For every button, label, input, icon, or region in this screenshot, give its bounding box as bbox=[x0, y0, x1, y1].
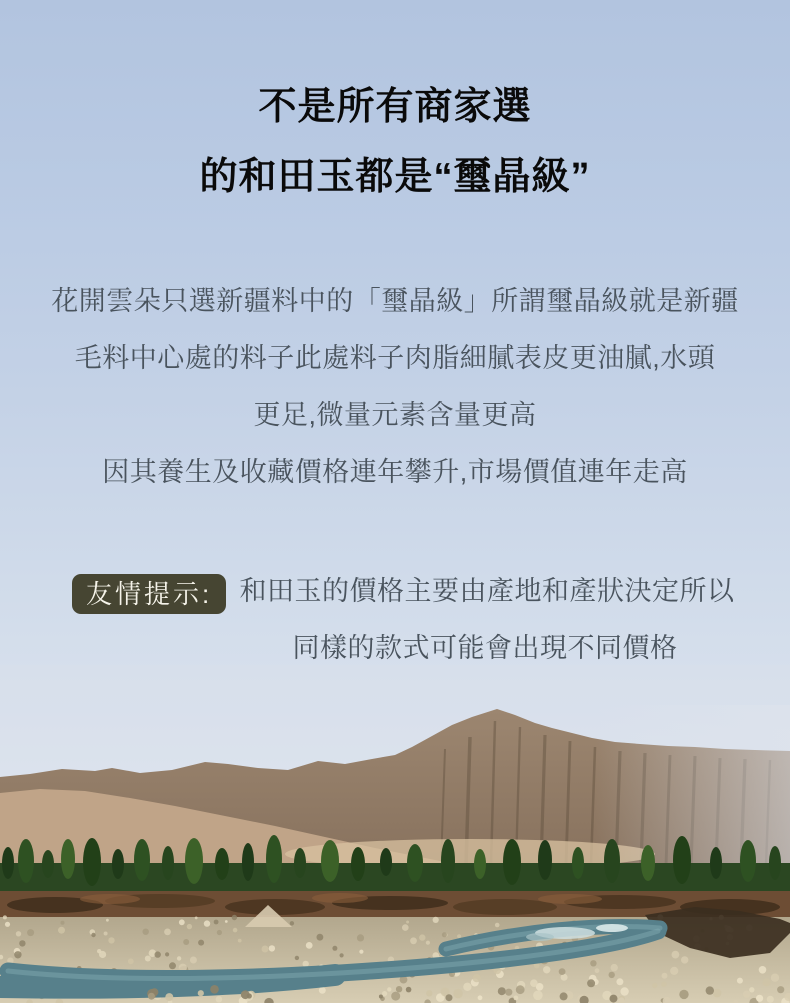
pebble bbox=[402, 924, 409, 931]
pebble bbox=[391, 992, 400, 1001]
pebble bbox=[99, 951, 106, 958]
pebble bbox=[743, 991, 750, 998]
poplar-tree bbox=[294, 848, 306, 878]
pebble bbox=[777, 986, 784, 993]
pebble bbox=[295, 956, 299, 960]
poplar-tree bbox=[474, 849, 486, 879]
pebble bbox=[763, 978, 771, 986]
poplar-tree bbox=[710, 847, 722, 879]
pebble bbox=[610, 995, 618, 1003]
poplar-tree bbox=[572, 847, 584, 879]
pebble bbox=[478, 995, 483, 1000]
poplar-tree bbox=[673, 836, 691, 884]
pebble bbox=[463, 983, 471, 991]
poplar-tree bbox=[61, 839, 75, 879]
pebble bbox=[190, 957, 197, 964]
pebble bbox=[611, 964, 618, 971]
poplar-tree bbox=[266, 835, 282, 883]
pebble bbox=[446, 994, 453, 1001]
pebble bbox=[473, 974, 481, 982]
reminder-badge: 友情提示: bbox=[72, 574, 226, 614]
scrub-highlight bbox=[312, 893, 368, 903]
pebble bbox=[198, 940, 204, 946]
pebble bbox=[767, 996, 774, 1003]
pebble bbox=[457, 934, 461, 938]
poplar-tree bbox=[503, 839, 521, 885]
pebble bbox=[16, 931, 21, 936]
pebble bbox=[290, 921, 294, 925]
pebble bbox=[419, 934, 425, 940]
pebble bbox=[210, 985, 219, 994]
pebble bbox=[433, 917, 439, 923]
pebble bbox=[306, 942, 313, 949]
pebble bbox=[662, 973, 668, 979]
pebble bbox=[505, 989, 512, 996]
poplar-tree bbox=[769, 846, 781, 880]
pebble bbox=[759, 966, 767, 974]
poplar-tree bbox=[112, 849, 124, 879]
pebble bbox=[319, 987, 326, 994]
pebble bbox=[183, 939, 189, 945]
poplar-tree bbox=[162, 846, 174, 880]
pebble bbox=[143, 929, 149, 935]
page-title bbox=[0, 72, 790, 212]
pebble bbox=[713, 989, 722, 998]
pebble bbox=[238, 939, 242, 943]
pebble bbox=[187, 924, 192, 929]
reminder-line-2: 同樣的款式可能會出現不同價格 bbox=[292, 633, 678, 663]
pebble bbox=[672, 951, 680, 959]
poplar-tree bbox=[2, 847, 14, 879]
pebble bbox=[706, 986, 714, 994]
pebble bbox=[233, 928, 238, 933]
pebble bbox=[543, 966, 550, 973]
scrub-blob bbox=[453, 899, 557, 915]
poplar-tree bbox=[185, 838, 203, 884]
pebble bbox=[495, 923, 500, 928]
pebble bbox=[340, 953, 344, 957]
pebble bbox=[198, 990, 204, 996]
scrub-highlight bbox=[538, 894, 602, 904]
pebble bbox=[61, 921, 65, 925]
scrub-highlight bbox=[80, 894, 140, 904]
title-line-2: 的和田玉都是“璽晶級” bbox=[199, 156, 591, 198]
pebble bbox=[516, 985, 525, 994]
pebble bbox=[514, 996, 519, 1001]
rapids-foam bbox=[526, 933, 554, 941]
pebble bbox=[560, 992, 568, 1000]
pebble bbox=[104, 932, 108, 936]
pebble bbox=[91, 933, 95, 937]
pebble bbox=[303, 961, 309, 967]
pebble bbox=[3, 915, 7, 919]
description-line: 更足,微量元素含量更高 bbox=[253, 400, 537, 430]
pebble bbox=[58, 927, 65, 934]
pebble bbox=[587, 979, 595, 987]
poplar-tree bbox=[42, 850, 54, 878]
pebble bbox=[195, 917, 198, 920]
pebble bbox=[670, 967, 678, 975]
poplar-tree bbox=[18, 839, 34, 883]
pebble bbox=[214, 920, 219, 925]
description-paragraph bbox=[0, 273, 790, 501]
pebble bbox=[262, 946, 269, 953]
pebble bbox=[179, 919, 185, 925]
pebble bbox=[128, 958, 134, 964]
pebble bbox=[387, 987, 391, 991]
pebble bbox=[453, 989, 462, 998]
atmospheric-haze bbox=[595, 705, 790, 890]
pebble bbox=[595, 968, 600, 973]
pebble bbox=[559, 968, 566, 975]
poplar-tree bbox=[641, 845, 655, 881]
poplar-tree bbox=[380, 848, 392, 876]
pebble bbox=[177, 956, 181, 960]
pebble bbox=[155, 951, 161, 957]
pebble bbox=[247, 993, 252, 998]
pebble bbox=[106, 919, 109, 922]
pebble bbox=[232, 915, 237, 920]
pebble bbox=[533, 991, 543, 1001]
poplar-tree bbox=[407, 844, 423, 882]
pebble bbox=[737, 978, 743, 984]
pebble bbox=[530, 979, 538, 987]
pebble bbox=[661, 981, 667, 987]
pebble bbox=[681, 956, 688, 963]
pebble bbox=[165, 952, 169, 956]
poplar-tree bbox=[351, 847, 365, 881]
poplar-tree bbox=[441, 839, 455, 883]
pebble bbox=[27, 929, 34, 936]
landscape-photo bbox=[0, 665, 790, 1003]
pebble bbox=[652, 983, 657, 988]
pebble bbox=[590, 960, 596, 966]
pebble bbox=[145, 956, 151, 962]
poplar-tree bbox=[321, 840, 339, 882]
pebble bbox=[14, 951, 21, 958]
pebble bbox=[108, 937, 114, 943]
poplar-tree bbox=[740, 840, 756, 882]
pebble bbox=[216, 996, 223, 1003]
pebble bbox=[749, 987, 754, 992]
pebble bbox=[426, 941, 430, 945]
pebble bbox=[204, 920, 210, 926]
pebble bbox=[165, 993, 173, 1001]
pebble bbox=[148, 993, 155, 1000]
pebble bbox=[357, 934, 364, 941]
poplar-tree bbox=[83, 838, 101, 886]
pebble bbox=[756, 995, 763, 1002]
poplar-tree bbox=[134, 839, 150, 881]
pebble bbox=[679, 990, 688, 999]
pebble bbox=[406, 987, 412, 993]
pebble bbox=[620, 987, 628, 995]
description-line: 花開雲朵只選新疆料中的「璽晶級」所謂璽晶級就是新疆 bbox=[51, 286, 739, 316]
poplar-tree bbox=[604, 839, 620, 883]
poplar-tree bbox=[242, 843, 254, 881]
poplar-tree bbox=[215, 848, 229, 880]
pebble bbox=[616, 978, 623, 985]
pebble bbox=[5, 922, 10, 927]
pebble bbox=[379, 995, 383, 999]
pebble bbox=[410, 937, 417, 944]
pebble bbox=[498, 987, 506, 995]
pebble bbox=[406, 921, 409, 924]
pebble bbox=[169, 962, 176, 969]
pebble bbox=[442, 932, 447, 937]
poplar-tree bbox=[538, 840, 552, 880]
pebble bbox=[609, 972, 615, 978]
pebble bbox=[396, 986, 402, 992]
pebble bbox=[332, 946, 337, 951]
pebble bbox=[217, 930, 222, 935]
pebble bbox=[269, 945, 275, 951]
pebble bbox=[426, 990, 432, 996]
pebble bbox=[359, 950, 363, 954]
description-line: 毛料中心處的料子此處料子肉脂細膩表皮更油膩,水頭 bbox=[74, 343, 716, 373]
pebble bbox=[317, 934, 324, 941]
reminder-line-1: 和田玉的價格主要由產地和產狀決定所以 bbox=[239, 576, 735, 606]
pebble bbox=[19, 940, 25, 946]
rapids-foam bbox=[596, 924, 628, 932]
pebble bbox=[771, 974, 779, 982]
description-line: 因其養生及收藏價格連年攀升,市場價值連年走高 bbox=[102, 457, 688, 487]
pebble bbox=[382, 991, 387, 996]
pebble bbox=[225, 920, 228, 923]
pebble bbox=[164, 929, 171, 936]
title-line-1: 不是所有商家選 bbox=[258, 86, 532, 128]
